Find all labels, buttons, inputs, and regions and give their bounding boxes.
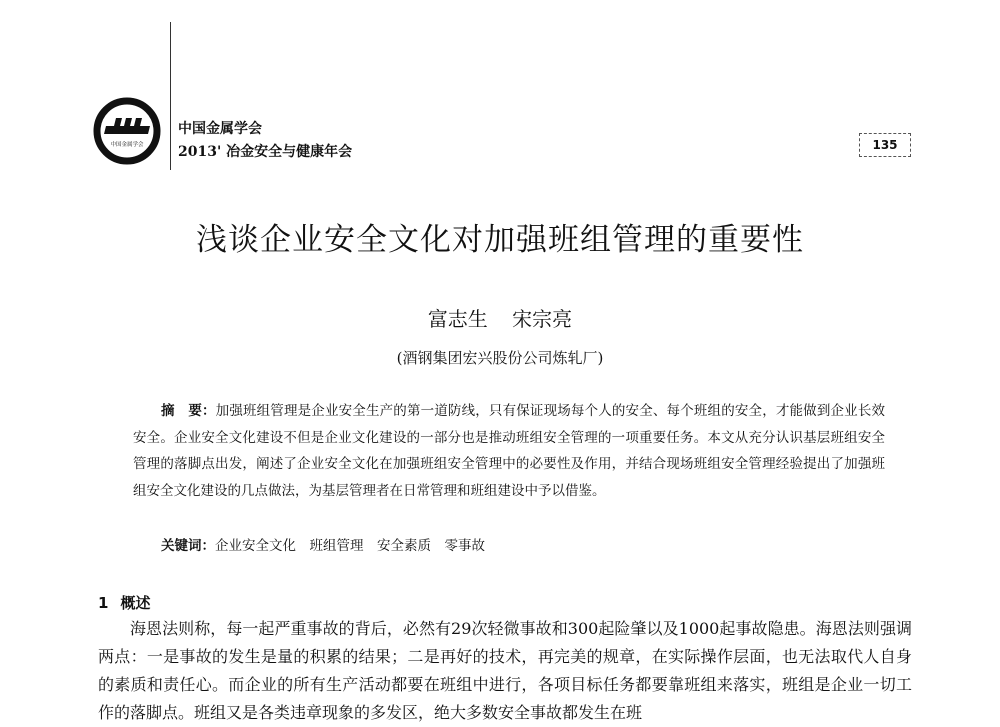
header-org (178, 118, 352, 164)
abstract-text: 加强班组管理是企业安全生产的第一道防线，只有保证现场每个人的安全、每个班组的安全，才能做到企业长效安全。企业安全文化建设不但是企业文化建设的一部分也是推动班组安全管理的一项重要任务。本文从充分认识基层班组安全管理的落脚点出发，阐述了企业安全文化在加强班组安全管理中的必要性及作用，并结合现场班组安全管理经验提出了加强班组安全文化建设的几点做法，为基层管理者在日常管理和班组建设中予以借鉴。 (133, 403, 886, 499)
abstract-paragraph (133, 398, 885, 504)
logo-lettering: 中国金属学会 (110, 142, 144, 148)
keywords-label: 关键词： (161, 538, 215, 554)
body-paragraph: 海恩法则称，每一起严重事故的背后，必然有29次轻微事故和300起险肇以及1000起事故隐患。海恩法则强调两点：一是事故的发生是量的积累的结果；二是再好的技术，再完美的规章，在实际操作层面，也无法取代人自身的素质和责任心。而企业的所有生产活动都要在班组中进行，各项目标任务都要靠班组来落实，班组是企业一切工作的落脚点。班组又是各类违章现象的多发区，绝大多数安全事故都发生在班 (98, 619, 912, 722)
authors: 富志生 宋宗亮 (427, 307, 573, 331)
section-body (98, 615, 912, 727)
abstract-label: 摘 要： (161, 403, 216, 419)
page-number: 135 (859, 133, 911, 157)
affiliation: (酒钢集团宏兴股份公司炼轧厂) (396, 349, 604, 367)
section-title: 概述 (120, 594, 151, 612)
section-heading (98, 592, 150, 613)
section-number: 1 (98, 594, 109, 612)
org-name: 中国金属学会 (178, 121, 262, 137)
paper-title: 浅谈企业安全文化对加强班组管理的重要性 (196, 222, 804, 258)
abstract (133, 398, 885, 504)
header-divider (170, 22, 171, 170)
society-logo (92, 96, 162, 166)
keywords-text: 企业安全文化 班组管理 安全素质 零事故 (215, 538, 485, 554)
keywords (161, 534, 485, 554)
conference-name: 2013' 冶金安全与健康年会 (178, 144, 353, 160)
